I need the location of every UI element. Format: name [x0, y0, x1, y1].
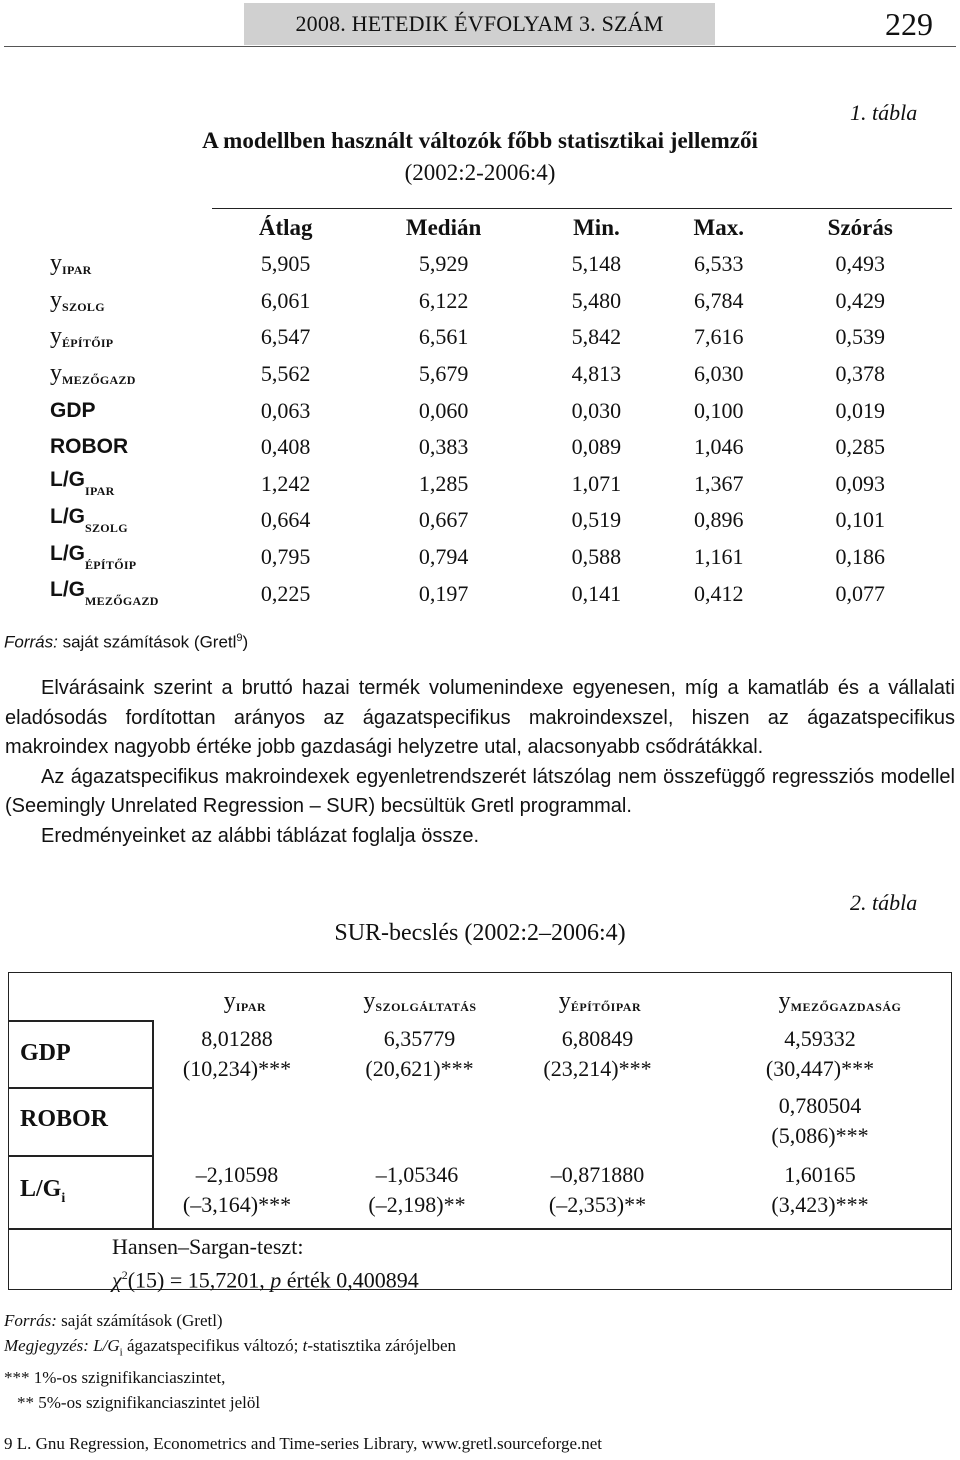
significance-1: *** 1%-os szignifikanciaszintet, [4, 1368, 226, 1388]
paragraph: Az ágazatspecifikus makroindexek egyenletrendszerét látszólag nem összefüggő regressziós modellel (Seemingly Unrelated Regression – SUR) becsültük Gretl programmal. [5, 765, 955, 817]
source-label: Forrás: [4, 632, 58, 652]
row-label [42, 319, 220, 356]
table-cell: 7,616 [693, 324, 744, 350]
robor-mezo-cell [720, 1091, 920, 1151]
row-label [42, 502, 220, 539]
table-cell: 4,813 [571, 361, 622, 387]
col-base: y [558, 988, 571, 1014]
col-y-szolgaltatas [330, 988, 510, 1015]
row-label-gdp: GDP [20, 1040, 71, 1066]
table-row [42, 539, 940, 576]
hansen-sargan-test [112, 1233, 419, 1294]
table-cell: 5,929 [418, 251, 469, 277]
hansen-value: (15) = 15,7201, [127, 1267, 265, 1293]
col-base: y [223, 988, 236, 1014]
coef: 4,59332 [784, 1026, 856, 1051]
col-sub: ÉPÍTŐIPAR [570, 1000, 642, 1014]
table-cell: 1,046 [693, 434, 744, 460]
table-cell: 0,030 [571, 397, 622, 423]
source-label: Forrás: [4, 1311, 57, 1330]
table-cell: 0,539 [835, 324, 885, 350]
table2-row-rule [8, 1155, 152, 1157]
coef: –0,871880 [550, 1162, 645, 1187]
table-cell: 6,547 [260, 324, 311, 350]
chi-sup: 2 [121, 1268, 128, 1282]
table-row [42, 319, 940, 356]
row-label [42, 539, 220, 576]
row-label-base: y [50, 323, 62, 350]
body-text [5, 674, 955, 851]
table2-note [4, 1333, 456, 1365]
table-cell: 0,063 [260, 397, 311, 423]
paragraph: Eredményeinket az alábbi táblázat foglalja össze. [41, 824, 480, 847]
tstat: (10,234)*** [182, 1056, 292, 1081]
col-header: Max. [693, 215, 744, 240]
coef: 6,80849 [561, 1026, 634, 1051]
tstat: (20,621)*** [365, 1056, 474, 1081]
table-cell: 5,480 [571, 287, 622, 313]
table-cell: 0,493 [835, 251, 885, 277]
table-cell: 0,667 [418, 507, 469, 533]
row-label [42, 246, 220, 283]
source-close: ) [242, 632, 249, 652]
row-label-sub: SZOLG [62, 299, 105, 314]
table2-notes [4, 1308, 456, 1415]
coef: 6,35779 [383, 1026, 456, 1051]
table-cell: 0,077 [835, 580, 885, 606]
coef: 1,60165 [784, 1162, 856, 1187]
row-label-sub: SZOLG [85, 520, 128, 535]
hansen-title: Hansen–Sargan-teszt: [112, 1234, 304, 1259]
row-label-robor: ROBOR [20, 1106, 109, 1132]
lg-sub: i [61, 1190, 66, 1206]
p-symbol: p [270, 1267, 282, 1293]
table-cell: 0,019 [835, 397, 885, 423]
tstat: (–3,164)*** [182, 1192, 292, 1217]
table-cell: 0,378 [835, 361, 885, 387]
row-label [42, 392, 220, 429]
row-label-base: L/G [50, 541, 85, 565]
significance-5: ** 5%-os szignifikanciaszintet jelöl [17, 1393, 261, 1413]
gdp-epito-cell [505, 1024, 690, 1084]
row-label-base: y [50, 360, 62, 387]
table2-row-rule [8, 1087, 152, 1089]
table-row [42, 466, 940, 503]
note-text: ágazatspecifikus változó; [122, 1336, 303, 1355]
footnote-ref: 9 [236, 632, 243, 644]
table2-title: SUR-becslés (2002:2–2006:4) [334, 920, 626, 946]
row-label [42, 356, 220, 393]
table-cell: 0,383 [418, 434, 469, 460]
coef: 0,780504 [778, 1093, 862, 1118]
col-base: y [363, 988, 376, 1014]
table-row [42, 356, 940, 393]
coef: –2,10598 [195, 1162, 279, 1187]
col-y-ipar [160, 988, 330, 1015]
table-cell: 0,429 [835, 287, 885, 313]
lg-ipar-cell [152, 1160, 322, 1220]
table-cell: 1,071 [571, 470, 622, 496]
table-row [42, 283, 940, 320]
tstat: (–2,198)** [368, 1192, 466, 1217]
table-row [42, 575, 940, 612]
row-label-sub: MEZŐGAZD [62, 373, 136, 388]
table2-number: 2. tábla [850, 890, 918, 915]
lg-mezo-cell [720, 1160, 920, 1220]
table-cell: 0,588 [571, 544, 622, 570]
table-cell: 0,408 [260, 434, 311, 460]
note-tail: -statisztika zárójelben [307, 1336, 457, 1355]
table-cell: 0,060 [418, 397, 469, 423]
table-cell: 5,905 [260, 251, 311, 277]
table2-row-rule [8, 1020, 152, 1022]
row-label-base: y [50, 286, 62, 313]
table2-source [4, 1308, 456, 1333]
table-cell: 5,842 [571, 324, 622, 350]
col-y-epitoipar [510, 988, 690, 1015]
table-cell: 5,148 [571, 251, 622, 277]
table-cell: 0,225 [260, 580, 311, 606]
table-row [42, 246, 940, 283]
table-cell: 5,562 [260, 361, 311, 387]
table-cell: 6,533 [693, 251, 744, 277]
paragraph: Elvárásaink szerint a bruttó hazai termék volumenindexe egyenesen, míg a kamatláb és a vállalati eladósodás fordítottan arányos az ágazatspecifikus makroindexszel, hiszen az ágazatspecifikus makroindex nagyobb értéke jobb gazdasági helyzetre utal, alacsonyabb csődrátákkal. [5, 677, 955, 758]
table-cell: 0,896 [693, 507, 744, 533]
journal-header: 2008. HETEDIK ÉVFOLYAM 3. SZÁM [244, 3, 715, 45]
col-y-mezogazdasag [740, 988, 940, 1015]
note-label: Megjegyzés: L/G [4, 1336, 120, 1355]
table1-source [4, 632, 248, 653]
table-row [42, 502, 940, 539]
row-label-base: GDP [50, 398, 96, 422]
table-cell: 5,679 [418, 361, 469, 387]
row-label-base: L/G [50, 504, 85, 528]
row-label-sub: IPAR [85, 484, 115, 499]
table-cell: 0,519 [571, 507, 622, 533]
header-divider [4, 46, 956, 47]
table1-corner [42, 210, 220, 246]
table-cell: 6,122 [418, 287, 469, 313]
row-label-sub: ÉPÍTŐIP [62, 336, 114, 351]
table-cell: 0,412 [693, 580, 744, 606]
page-number: 229 [885, 6, 933, 42]
table1-top-rule [212, 208, 952, 209]
col-header: Szórás [827, 215, 893, 240]
table2-row-rule [8, 1228, 952, 1230]
footnote: 9 L. Gnu Regression, Econometrics and Time-series Library, www.gretl.sourceforge.net [4, 1434, 603, 1453]
row-label-base: L/G [50, 468, 85, 492]
row-label-sub: MEZŐGAZD [85, 594, 159, 609]
table-cell: 0,100 [693, 397, 744, 423]
col-header: Átlag [258, 215, 313, 240]
table-cell: 6,561 [418, 324, 469, 350]
hansen-stat [112, 1261, 419, 1294]
tstat: (23,214)*** [543, 1056, 652, 1081]
row-label [42, 429, 220, 466]
coef: –1,05346 [375, 1162, 459, 1187]
row-label [42, 575, 220, 612]
table-cell: 0,186 [835, 544, 885, 570]
table-cell: 6,784 [693, 287, 744, 313]
table1-number: 1. tábla [850, 100, 918, 125]
row-label [42, 466, 220, 503]
lg-epito-cell [505, 1160, 690, 1220]
table-cell: 1,242 [260, 470, 311, 496]
table1-title: A modellben használt változók főbb statisztikai jellemzői [202, 128, 758, 153]
col-base: y [778, 988, 791, 1014]
lg-szolg-cell [322, 1160, 512, 1220]
table-cell: 0,089 [571, 434, 622, 460]
row-label-lg [20, 1176, 65, 1207]
col-sub: SZOLGÁLTATÁS [375, 1000, 477, 1014]
tstat: (30,447)*** [765, 1056, 875, 1081]
col-sub: IPAR [235, 1000, 267, 1014]
coef: 8,01288 [201, 1026, 273, 1051]
p-value: érték 0,400894 [286, 1267, 419, 1293]
table-cell: 1,161 [693, 544, 744, 570]
table-cell: 6,030 [693, 361, 744, 387]
table-cell: 1,367 [693, 470, 744, 496]
note-t: t [302, 1336, 308, 1355]
row-label-base: ROBOR [50, 435, 129, 459]
col-header: Min. [573, 215, 620, 240]
row-label-sub: IPAR [62, 263, 92, 278]
table-cell: 0,093 [835, 470, 885, 496]
row-label-base: y [50, 250, 62, 277]
table1-period: (2002:2-2006:4) [404, 160, 556, 185]
table-cell: 0,795 [260, 544, 311, 570]
note-sub: i [119, 1346, 123, 1359]
table-cell: 0,141 [571, 580, 622, 606]
tstat: (–2,353)** [548, 1192, 647, 1217]
source-text: saját számítások (Gretl [62, 632, 237, 652]
table-cell: 0,197 [418, 580, 469, 606]
table-row [42, 392, 940, 429]
tstat: (3,423)*** [771, 1192, 869, 1217]
row-label-sub: ÉPÍTŐIP [85, 557, 137, 572]
table-cell: 6,061 [260, 287, 311, 313]
table-cell: 0,285 [835, 434, 885, 460]
statistics-table [42, 210, 940, 612]
chi-symbol: χ [112, 1267, 122, 1293]
source-text: saját számítások (Gretl) [61, 1311, 223, 1330]
lg-base: L/G [20, 1176, 62, 1202]
gdp-ipar-cell [152, 1024, 322, 1084]
gdp-mezo-cell [720, 1024, 920, 1084]
col-header: Medián [405, 215, 482, 240]
row-label [42, 283, 220, 320]
table-cell: 0,101 [835, 507, 885, 533]
table-cell: 0,664 [260, 507, 311, 533]
tstat: (5,086)*** [771, 1123, 869, 1148]
table-cell: 0,794 [418, 544, 469, 570]
table-cell: 1,285 [418, 470, 469, 496]
gdp-szolg-cell [322, 1024, 517, 1084]
table-row [42, 429, 940, 466]
col-sub: MEZŐGAZDASÁG [790, 1000, 902, 1014]
row-label-base: L/G [50, 578, 85, 602]
